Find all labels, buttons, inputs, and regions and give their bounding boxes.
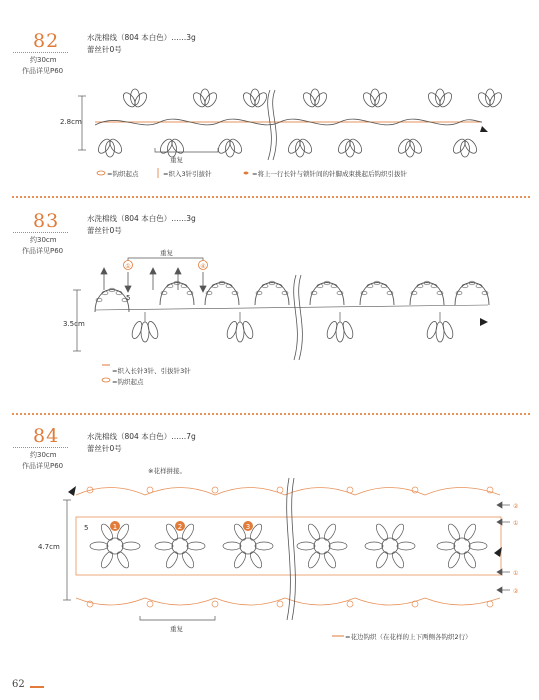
reference-label: 作品详见P60 xyxy=(22,247,64,255)
row-label: 5 xyxy=(84,524,89,532)
legend-slip3: =织入3针引拔针 xyxy=(163,170,212,178)
row-label: 5 xyxy=(126,294,131,302)
motif-mark-2: 2 xyxy=(177,523,183,531)
mark-4: ④ xyxy=(200,263,206,270)
hook-label: 蕾丝针0号 xyxy=(87,226,122,235)
hook-label: 蕾丝针0号 xyxy=(87,45,122,54)
hook-label: 蕾丝针0号 xyxy=(87,444,122,453)
yarn-label: 水洗棉线（804 本白色）……3g xyxy=(87,214,196,223)
side-mark: ② xyxy=(513,588,519,595)
side-mark: ① xyxy=(513,520,519,527)
chart-82 xyxy=(78,89,504,178)
joining-note: ※花样拼接。 xyxy=(148,467,186,475)
legend-edging: =花边钩织（在花样的上下两侧各钩织2行） xyxy=(345,633,472,641)
pattern-number: 84 xyxy=(33,425,60,447)
motif-mark-1: 1 xyxy=(112,523,118,531)
chart-83 xyxy=(73,258,489,382)
chart-84 xyxy=(63,478,519,636)
height-label: 4.7cm xyxy=(38,543,60,551)
side-mark: ② xyxy=(513,503,519,510)
legend-start: =钩织起点 xyxy=(107,170,139,178)
length-label: 约30cm xyxy=(30,236,57,244)
reference-label: 作品详见P60 xyxy=(22,67,64,75)
height-label: 2.8cm xyxy=(60,118,82,126)
yarn-label: 水洗棉线（804 本白色）……7g xyxy=(87,432,196,441)
side-mark: ① xyxy=(513,570,519,577)
yarn-label: 水洗棉线（804 本白色）……3g xyxy=(87,33,196,42)
height-label: 3.5cm xyxy=(63,320,85,328)
length-label: 约30cm xyxy=(30,451,57,459)
pattern-number: 83 xyxy=(33,210,60,232)
repeat-label: 重复 xyxy=(170,625,183,633)
length-label: 约30cm xyxy=(30,56,57,64)
pattern-number: 82 xyxy=(33,30,60,52)
repeat-label: 重复 xyxy=(160,249,173,257)
motif-mark-3: 3 xyxy=(245,523,251,531)
legend-start: =钩织起点 xyxy=(112,378,144,386)
reference-label: 作品详见P60 xyxy=(22,462,64,470)
legend-dc3: =织入长针3针、引拔针3针 xyxy=(112,367,191,375)
page-number: 62 xyxy=(12,679,25,690)
page-number-bar xyxy=(30,686,44,688)
repeat-label: 重复 xyxy=(170,156,183,164)
mark-1: ① xyxy=(125,263,131,270)
legend-bundle: =将上一行长针与锁针间的针脚成束挑起后钩织引拔针 xyxy=(252,170,407,178)
